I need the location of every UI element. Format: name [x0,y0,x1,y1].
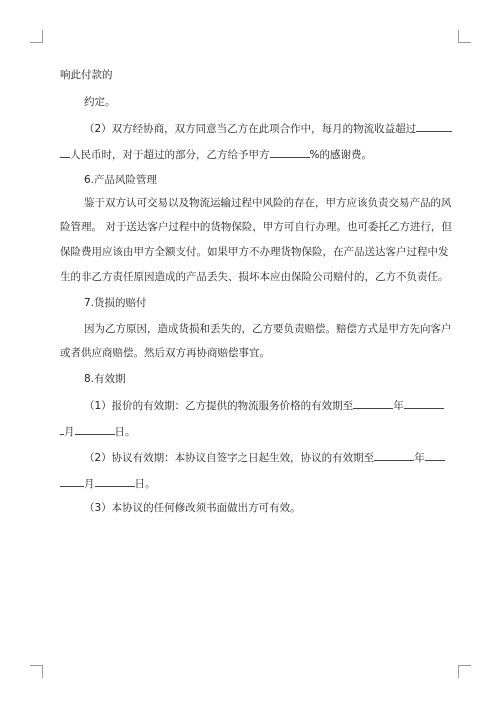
fill-in-blank[interactable] [404,398,444,409]
section-heading [84,296,147,310]
text-run: 年 [393,400,404,412]
text-run: 月 [84,478,95,490]
text-run: 日。 [134,478,156,490]
fill-in-blank[interactable] [60,147,70,158]
paragraph-line [84,121,452,136]
text-run: 因为乙方原因，造成货损和丢失的，乙方要负责赔偿。赔偿方式是甲方先向客户 [84,323,452,335]
text-run: 或者供应商赔偿。然后双方再协商赔偿事宜。 [60,347,270,359]
fill-in-blank[interactable] [374,450,414,461]
paragraph-line [84,450,445,465]
text-run: （2）双方经协商，双方同意当乙方在此项合作中，每月的物流收益超过 [84,123,417,135]
paragraph-line [60,68,113,82]
fill-in-blank[interactable] [75,424,115,435]
crop-mark-top-left [30,30,43,43]
paragraph-line [60,220,452,234]
crop-mark-bottom-left [30,665,43,678]
text-run: （2）协议有效期：本协议自签字之日起生效，协议的有效期至 [84,452,375,464]
text-run: 鉴于双方认可交易以及物流运输过程中风险的存在，甲方应该负责交易产品的风 [84,197,452,209]
text-run: 月 [64,426,75,438]
paragraph-line [84,95,116,109]
fill-in-blank[interactable] [353,398,393,409]
text-run: %的感谢费。 [309,149,372,161]
crop-mark-top-right [458,30,471,43]
text-run: 年 [414,452,425,464]
section-heading [84,372,126,386]
section-heading [84,173,157,187]
paragraph-line [60,346,270,360]
paragraph-line [60,245,449,259]
text-run: 8.有效期 [84,373,126,385]
paragraph-line [84,196,452,210]
text-run: 险管理。 对于送达客户过程中的货物保险，甲方可自行办理。也可委托乙方进行，但 [60,221,452,233]
fill-in-blank[interactable] [416,121,452,132]
text-run: 约定。 [84,96,116,108]
paragraph-line [60,147,372,162]
text-run: 生的非乙方责任原因造成的产品丢失、损坏本应由保险公司赔付的，乙方不负责任。 [60,271,449,283]
fill-in-blank[interactable] [95,476,135,487]
text-run: 响此付款的 [60,69,113,81]
crop-mark-bottom-right [458,665,471,678]
text-run: 保险费用应该由甲方全额支付。如果甲方不办理货物保险，在产品送达客户过程中发 [60,246,449,258]
fill-in-blank[interactable] [270,147,310,158]
paragraph-line [84,398,444,413]
paragraph-line [84,501,301,515]
text-run: 日。 [114,426,136,438]
paragraph-line [60,424,136,439]
text-run: 6.产品风险管理 [84,174,158,186]
text-run: （1）报价的有效期：乙方提供的物流服务价格的有效期至 [84,400,354,412]
text-run: 人民币时，对于超过的部分，乙方给予甲方 [70,149,270,161]
text-run: 7.货损的赔付 [84,297,147,309]
text-run: （3）本协议的任何修改须书面做出方可有效。 [84,502,301,514]
paragraph-line [60,476,156,491]
paragraph-line [84,322,452,336]
fill-in-blank[interactable] [60,476,84,487]
paragraph-line [60,270,449,284]
fill-in-blank[interactable] [425,450,445,461]
